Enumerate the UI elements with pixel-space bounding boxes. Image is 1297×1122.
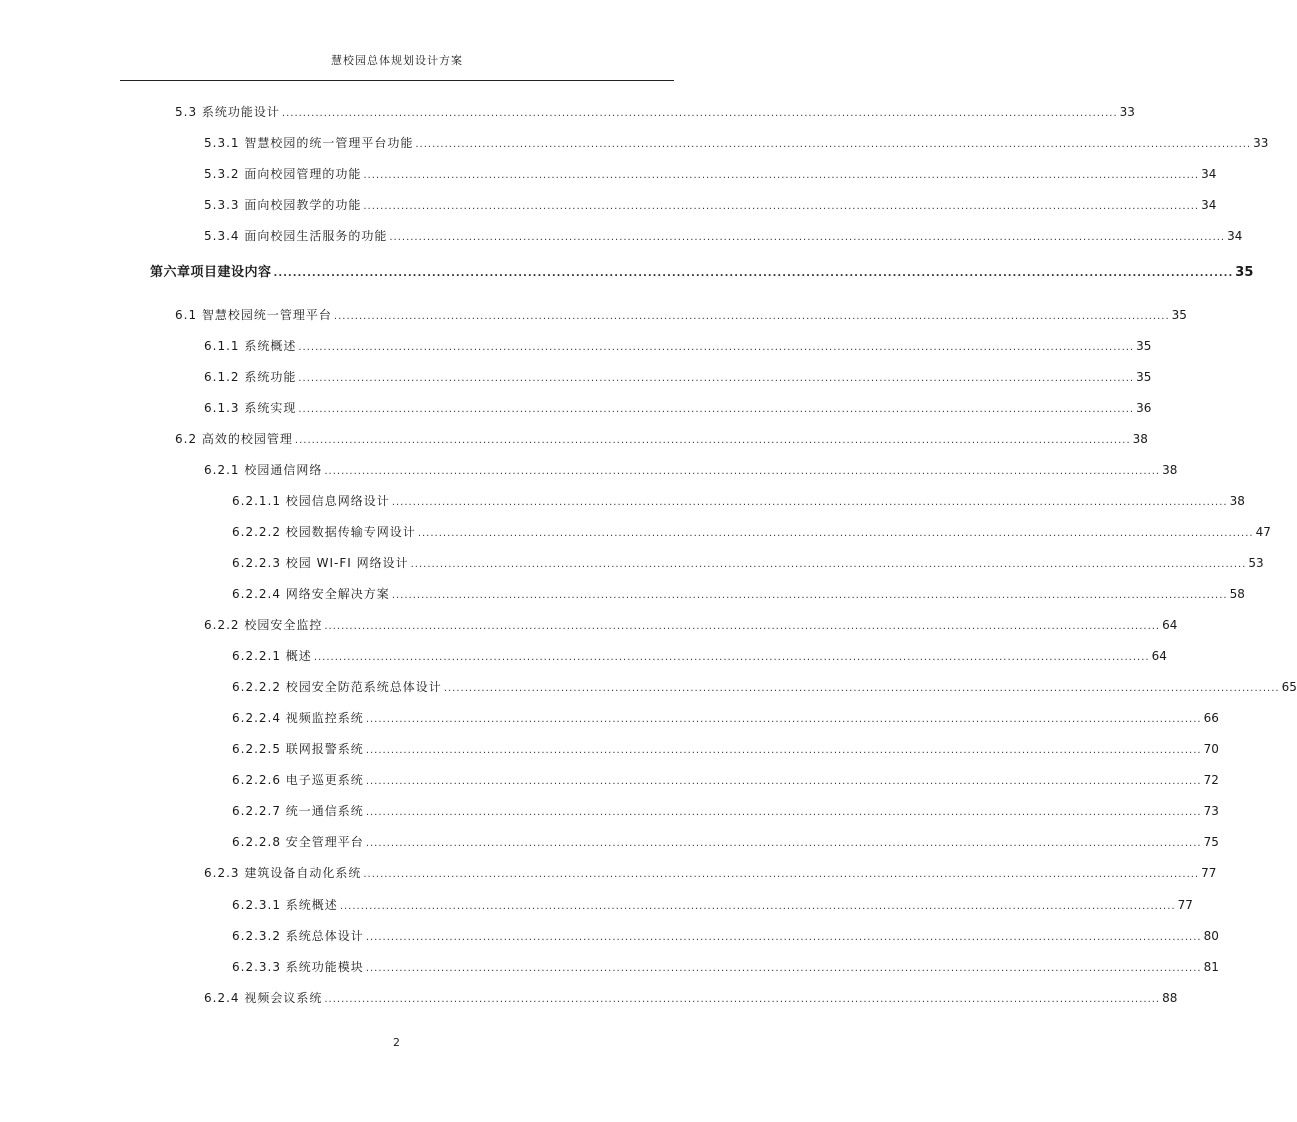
toc-entry-title: 5.3.2 面向校园管理的功能 (204, 167, 362, 181)
toc-dot-leader: ........................................................................................................................................................................................................ (365, 932, 1202, 943)
toc-entry[interactable] (204, 197, 1217, 215)
toc-entry-page: 72 (1203, 773, 1219, 787)
toc-entry-title: 5.3.1 智慧校园的统一管理平台功能 (204, 136, 414, 150)
toc-entry-title: 6.1.1 系统概述 (204, 339, 297, 353)
toc-entry-page: 88 (1162, 991, 1178, 1005)
toc-dot-leader: ........................................................................................................................................................................................................ (365, 776, 1202, 787)
toc-dot-leader: ........................................................................................................................................................................................................ (281, 108, 1118, 119)
toc-dot-leader: ........................................................................................................................................................................................................ (324, 466, 1161, 477)
toc-entry-title: 第六章项目建设内容 (150, 265, 272, 280)
toc-dot-leader: ........................................................................................................................................................................................................ (363, 869, 1200, 880)
toc-entry-page: 33 (1119, 105, 1135, 119)
toc-entry-page: 64 (1162, 618, 1178, 632)
toc-entry[interactable] (204, 462, 1178, 480)
running-header: 慧校园总体规划设计方案 (331, 54, 463, 67)
toc-entry[interactable] (175, 431, 1148, 449)
toc-entry-title: 5.3.3 面向校园教学的功能 (204, 198, 362, 212)
toc-dot-leader: ........................................................................................................................................................................................................ (324, 994, 1161, 1005)
toc-entry[interactable] (204, 865, 1217, 883)
toc-entry-title: 6.2.2.3 校园 WI-FI 网络设计 (232, 556, 409, 570)
toc-dot-leader: ........................................................................................................................................................................................................ (365, 963, 1202, 974)
toc-entry-page: 75 (1203, 835, 1219, 849)
toc-dot-leader: ........................................................................................................................................................................................................ (391, 590, 1228, 601)
toc-dot-leader: ........................................................................................................................................................................................................ (324, 621, 1161, 632)
toc-entry-title: 6.2.2.5 联网报警系统 (232, 742, 364, 756)
toc-entry[interactable] (232, 803, 1219, 821)
toc-dot-leader: ........................................................................................................................................................................................................ (365, 745, 1202, 756)
toc-entry-title: 5.3.4 面向校园生活服务的功能 (204, 229, 388, 243)
toc-dot-leader: ........................................................................................................................................................................................................ (365, 714, 1202, 725)
toc-entry[interactable] (232, 772, 1219, 790)
toc-entry-page: 70 (1203, 742, 1219, 756)
toc-entry-page: 66 (1203, 711, 1219, 725)
toc-entry-title: 6.2.2.2 校园安全防范系统总体设计 (232, 680, 442, 694)
toc-entry-page: 33 (1253, 136, 1269, 150)
toc-entry-page: 34 (1227, 229, 1243, 243)
toc-dot-leader: ........................................................................................................................................................................................................ (363, 201, 1200, 212)
toc-entry-page: 35 (1136, 370, 1152, 384)
toc-entry[interactable] (232, 493, 1245, 511)
toc-entry-page: 80 (1203, 929, 1219, 943)
toc-entry-title: 6.2.2.2 校园数据传输专网设计 (232, 525, 416, 539)
toc-entry-page: 58 (1229, 587, 1245, 601)
toc-dot-leader: ........................................................................................................................................................................................................ (417, 528, 1254, 539)
toc-entry[interactable] (204, 990, 1178, 1008)
toc-entry[interactable] (232, 679, 1297, 697)
toc-entry-title: 6.2 高效的校园管理 (175, 432, 293, 446)
toc-dot-leader: ........................................................................................................................................................................................................ (298, 404, 1135, 415)
toc-dot-leader: ........................................................................................................................................................................................................ (363, 170, 1200, 181)
page-number: 2 (393, 1036, 400, 1049)
toc-entry-title: 6.2.1.1 校园信息网络设计 (232, 494, 390, 508)
toc-entry-title: 6.2.3.1 系统概述 (232, 898, 338, 912)
toc-entry-page: 64 (1151, 649, 1167, 663)
toc-dot-leader: ........................................................................................................................................................................................................ (443, 683, 1280, 694)
toc-entry[interactable] (232, 928, 1219, 946)
toc-entry-title: 6.2.2 校园安全监控 (204, 618, 323, 632)
toc-dot-leader: ........................................................................................................................................................................................................ (313, 652, 1150, 663)
toc-dot-leader: ........................................................................................................................................................................................................ (298, 342, 1135, 353)
toc-chapter-entry[interactable] (150, 265, 1254, 282)
toc-dot-leader: ........................................................................................................................................................................................................ (294, 435, 1131, 446)
toc-entry-title: 6.2.4 视频会议系统 (204, 991, 323, 1005)
toc-dot-leader: ........................................................................................................................................................................................................ (389, 232, 1226, 243)
toc-entry[interactable] (232, 710, 1219, 728)
toc-entry[interactable] (204, 135, 1269, 153)
toc-entry[interactable] (232, 555, 1264, 573)
toc-dot-leader: ........................................................................................................................................................................................................ (273, 268, 1234, 279)
toc-dot-leader: ........................................................................................................................................................................................................ (365, 838, 1202, 849)
toc-entry[interactable] (232, 959, 1219, 977)
toc-entry[interactable] (175, 307, 1187, 325)
toc-entry[interactable] (204, 228, 1243, 246)
toc-entry-page: 34 (1201, 167, 1217, 181)
toc-dot-leader: ........................................................................................................................................................................................................ (298, 373, 1135, 384)
toc-dot-leader: ........................................................................................................................................................................................................ (365, 807, 1202, 818)
toc-entry-title: 6.2.1 校园通信网络 (204, 463, 323, 477)
toc-entry[interactable] (232, 648, 1167, 666)
toc-entry-page: 47 (1255, 525, 1271, 539)
toc-entry-page: 38 (1162, 463, 1178, 477)
toc-entry-page: 65 (1281, 680, 1297, 694)
toc-entry-title: 6.2.2.6 电子巡更系统 (232, 773, 364, 787)
toc-dot-leader: ........................................................................................................................................................................................................ (410, 559, 1247, 570)
toc-entry-title: 6.2.3 建筑设备自动化系统 (204, 866, 362, 880)
toc-entry[interactable] (204, 617, 1178, 635)
toc-entry-page: 38 (1132, 432, 1148, 446)
toc-entry-page: 34 (1201, 198, 1217, 212)
toc-entry-title: 6.2.2.7 统一通信系统 (232, 804, 364, 818)
toc-entry[interactable] (204, 400, 1152, 418)
toc-entry-title: 6.2.2.4 网络安全解决方案 (232, 587, 390, 601)
toc-entry[interactable] (232, 741, 1219, 759)
toc-entry[interactable] (204, 166, 1217, 184)
toc-dot-leader: ........................................................................................................................................................................................................ (391, 497, 1228, 508)
toc-entry[interactable] (232, 834, 1219, 852)
toc-entry-title: 6.1.3 系统实现 (204, 401, 297, 415)
toc-dot-leader: ........................................................................................................................................................................................................ (333, 311, 1170, 322)
toc-entry-title: 6.2.3.2 系统总体设计 (232, 929, 364, 943)
toc-entry-title: 5.3 系统功能设计 (175, 105, 280, 119)
toc-entry-title: 6.2.2.1 概述 (232, 649, 312, 663)
toc-entry[interactable] (204, 369, 1152, 387)
toc-entry-page: 35 (1235, 265, 1254, 280)
toc-entry-title: 6.1.2 系统功能 (204, 370, 297, 384)
toc-entry-title: 6.1 智慧校园统一管理平台 (175, 308, 332, 322)
toc-entry-page: 35 (1136, 339, 1152, 353)
toc-entry-page: 35 (1171, 308, 1187, 322)
toc-entry[interactable] (232, 897, 1193, 915)
toc-entry-title: 6.2.3.3 系统功能模块 (232, 960, 364, 974)
toc-entry-page: 81 (1203, 960, 1219, 974)
toc-entry-title: 6.2.2.4 视频监控系统 (232, 711, 364, 725)
toc-dot-leader: ........................................................................................................................................................................................................ (339, 901, 1176, 912)
toc-entry-page: 38 (1229, 494, 1245, 508)
toc-entry-page: 36 (1136, 401, 1152, 415)
toc-entry-title: 6.2.2.8 安全管理平台 (232, 835, 364, 849)
toc-dot-leader: ........................................................................................................................................................................................................ (415, 139, 1252, 150)
toc-entry[interactable] (204, 338, 1152, 356)
toc-entry-page: 53 (1248, 556, 1264, 570)
toc-entry-page: 77 (1201, 866, 1217, 880)
toc-entry[interactable] (175, 104, 1135, 122)
toc-entry[interactable] (232, 586, 1245, 604)
toc-entry-page: 77 (1177, 898, 1193, 912)
toc-entry[interactable] (232, 524, 1271, 542)
toc-entry-page: 73 (1203, 804, 1219, 818)
